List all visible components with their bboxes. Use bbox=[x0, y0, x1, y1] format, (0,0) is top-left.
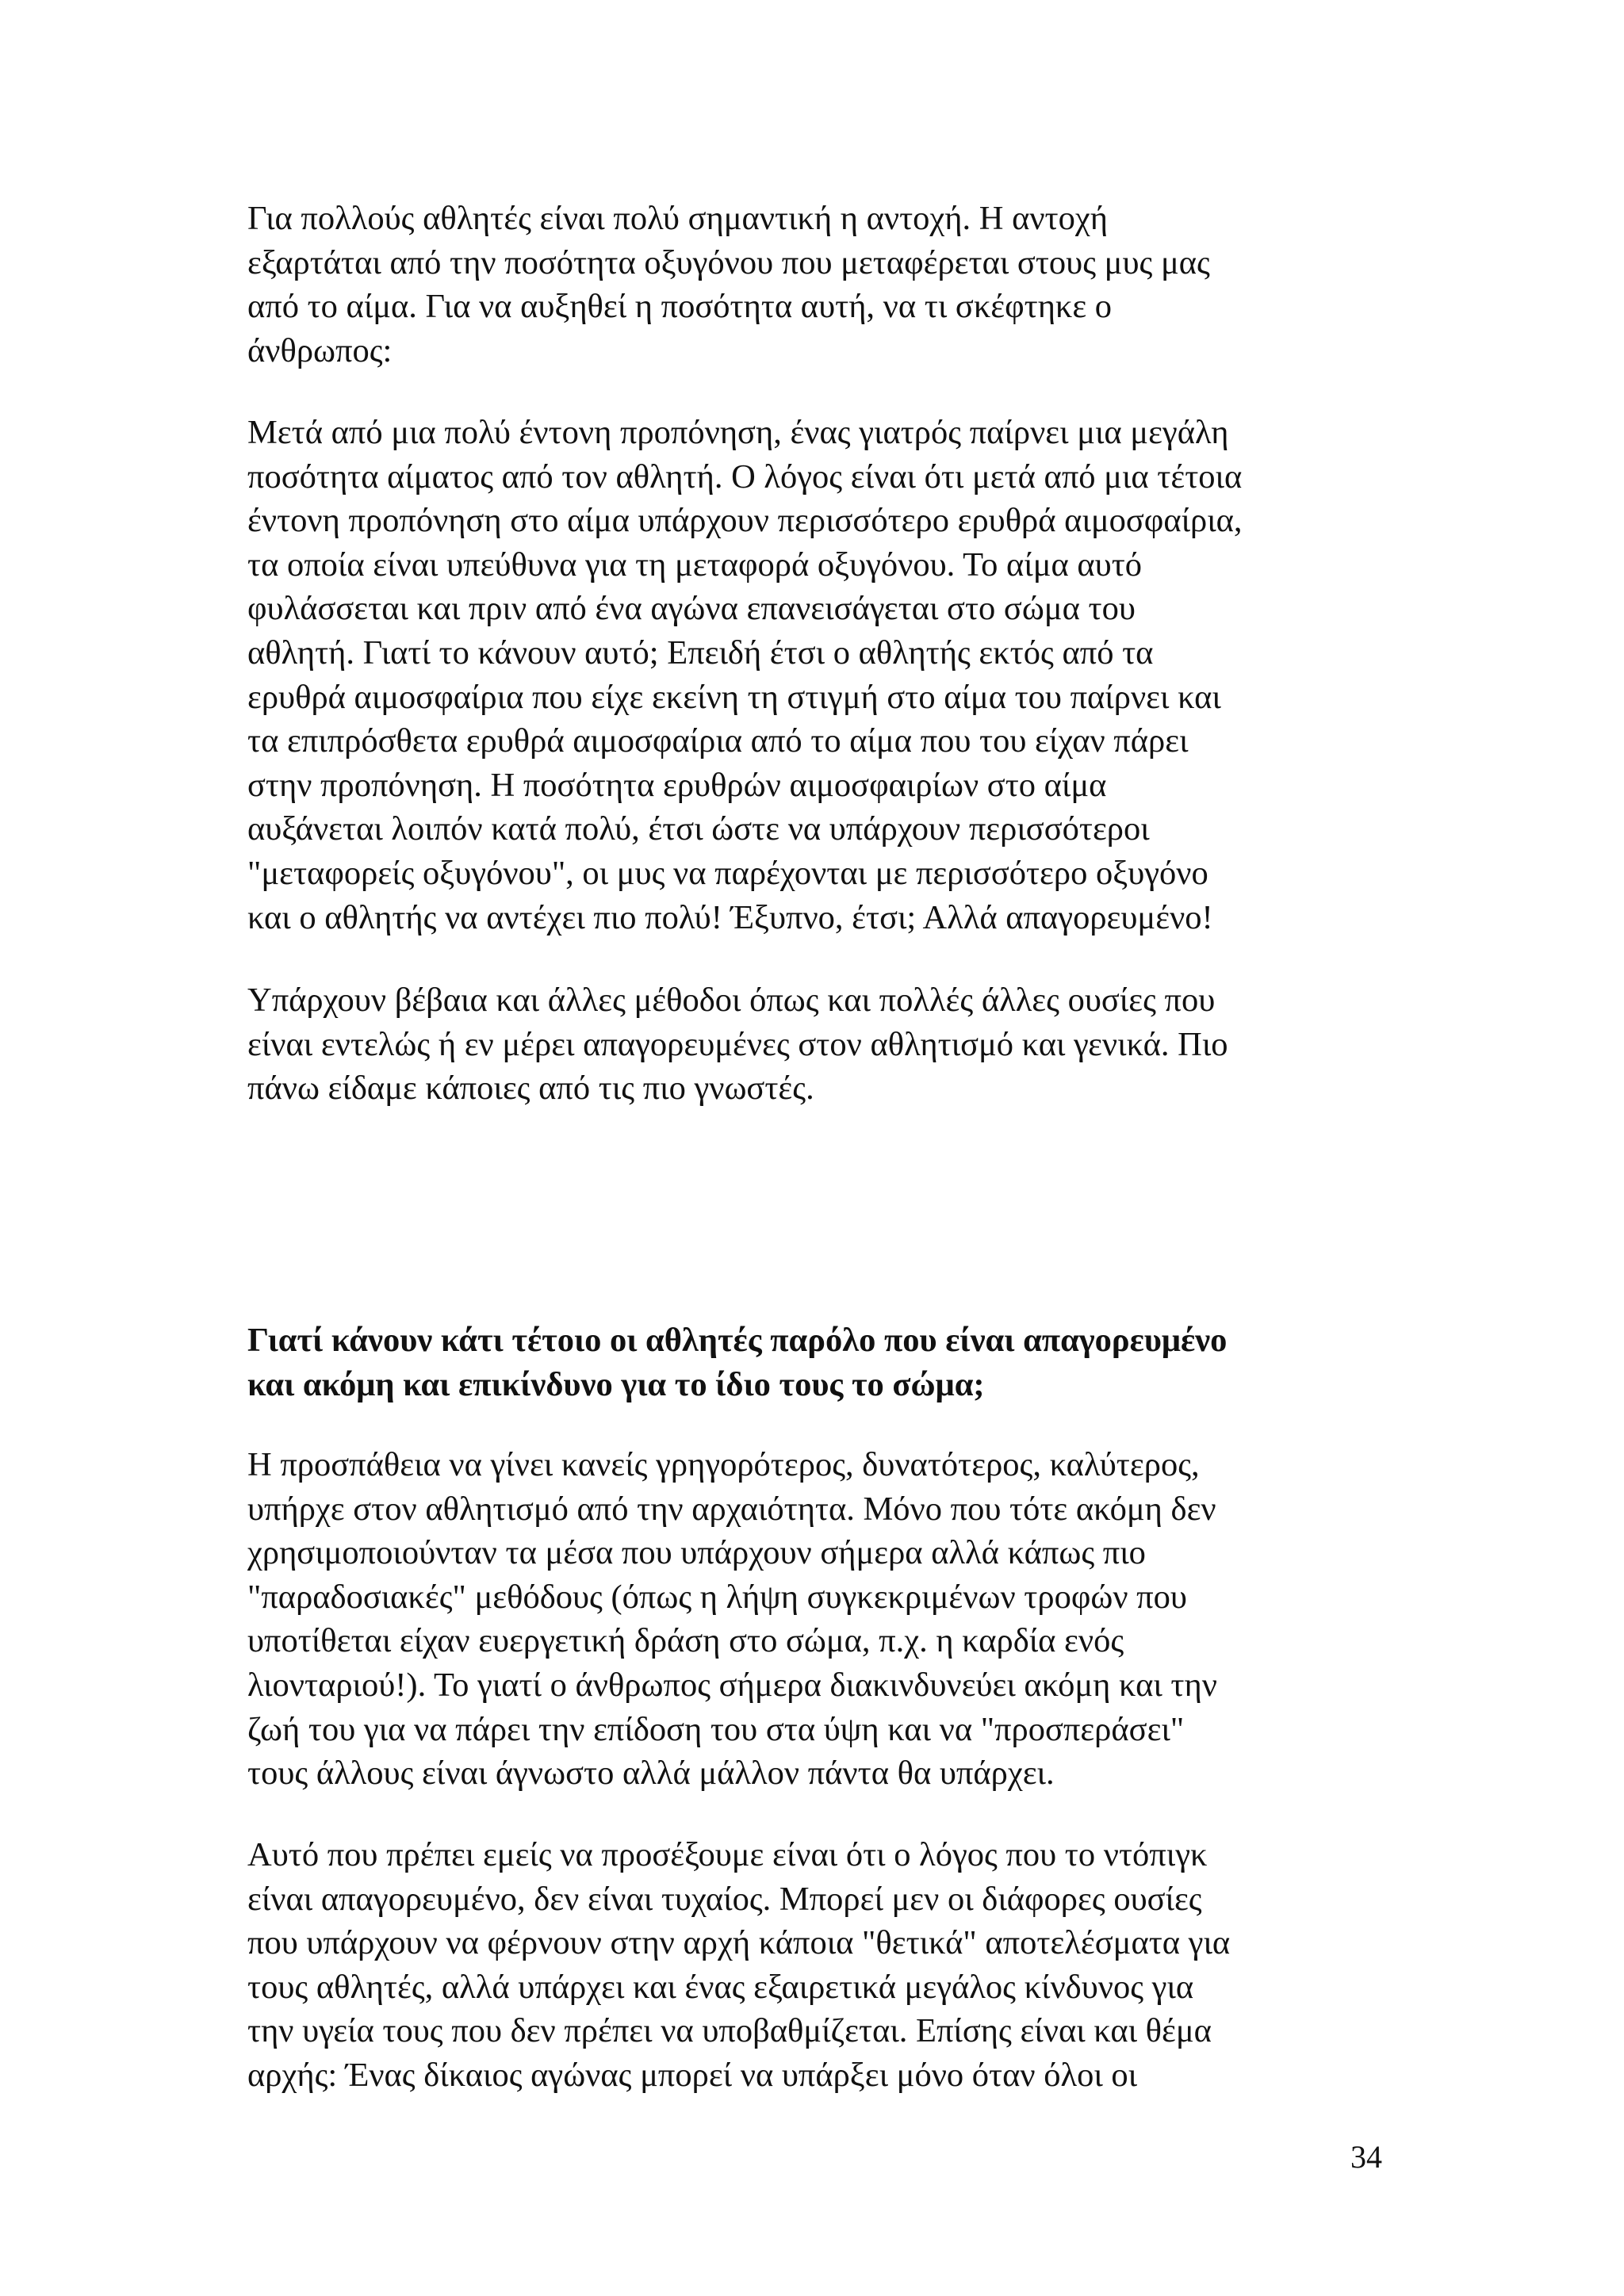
text-line: την υγεία τους που δεν πρέπει να υποβαθμίζεται. Επίσης είναι και θέμα bbox=[247, 2012, 1212, 2050]
text-line: αθλητή. Γιατί το κάνουν αυτό; Επειδή έτσι ο αθλητής εκτός από τα bbox=[247, 633, 1154, 672]
paragraph-other-methods bbox=[247, 978, 1389, 1111]
text-line: αρχής: Ένας δίκαιος αγώνας μπορεί να υπάρξει μόνο όταν όλοι οι bbox=[247, 2056, 1138, 2094]
text-line: Υπάρχουν βέβαια και άλλες μέθοδοι όπως και πολλές άλλες ουσίες που bbox=[247, 982, 1216, 1019]
text-line: τα επιπρόσθετα ερυθρά αιμοσφαίρια από το αίμα που του είχαν πάρει bbox=[247, 722, 1189, 760]
text-line: "παραδοσιακές" μεθόδους (όπως η λήψη συγκεκριμένων τροφών που bbox=[247, 1578, 1187, 1616]
text-line: τους άλλους είναι άγνωστο αλλά μάλλον πάντα θα υπάρχει. bbox=[247, 1755, 1055, 1793]
text-line: Η προσπάθεια να γίνει κανείς γρηγορότερος, δυνατότερος, καλύτερος, bbox=[247, 1446, 1200, 1483]
text-line: τους αθλητές, αλλά υπάρχει και ένας εξαιρετικά μεγάλος κίνδυνος για bbox=[247, 1968, 1194, 2006]
text-line: ερυθρά αιμοσφαίρια που είχε εκείνη τη στιγμή στο αίμα του παίρνει και bbox=[247, 678, 1221, 716]
text-line: Αυτό που πρέπει εμείς να προσέξουμε είναι ότι ο λόγος που το ντόπιγκ bbox=[247, 1836, 1208, 1873]
text-line: είναι εντελώς ή εν μέρει απαγορευμένες στον αθλητισμό και γενικά. Πιο bbox=[247, 1025, 1228, 1063]
text-line: είναι απαγορευμένο, δεν είναι τυχαίος. Μπορεί μεν οι διάφορες ουσίες bbox=[247, 1880, 1202, 1918]
text-line: εξαρτάται από την ποσότητα οξυγόνου που μεταφέρεται στους μυς μας bbox=[247, 243, 1210, 281]
paragraph-blood-doping bbox=[247, 411, 1389, 939]
text-line: άνθρωπος: bbox=[247, 331, 393, 369]
text-line: υπήρχε στον αθλητισμό από την αρχαιότητα. Μόνο που τότε ακόμη δεν bbox=[247, 1490, 1216, 1528]
text-line: λιονταριού!). Το γιατί ο άνθρωπος σήμερα διακινδυνεύει ακόμη και την bbox=[247, 1666, 1217, 1704]
text-line: από το αίμα. Για να αυξηθεί η ποσότητα αυτή, να τι σκέφτηκε ο bbox=[247, 288, 1113, 326]
text-line: έντονη προπόνηση στο αίμα υπάρχουν περισσότερο ερυθρά αιμοσφαίρια, bbox=[247, 502, 1243, 540]
text-line: ποσότητα αίματος από τον αθλητή. Ο λόγος είναι ότι μετά από μια τέτοια bbox=[247, 457, 1243, 496]
text-line: που υπάρχουν να φέρνουν στην αρχή κάποια "θετικά" αποτελέσματα για bbox=[247, 1924, 1231, 1962]
text-line: χρησιμοποιούνταν τα μέσα που υπάρχουν σήμερα αλλά κάπως πιο bbox=[247, 1534, 1146, 1572]
text-line: στην προπόνηση. Η ποσότητα ερυθρών αιμοσφαιρίων στο αίμα bbox=[247, 766, 1107, 804]
text-line: Για πολλούς αθλητές είναι πολύ σημαντική η αντοχή. Η αντοχή bbox=[247, 200, 1108, 237]
text-line: πάνω είδαμε κάποιες από τις πιο γνωστές. bbox=[247, 1070, 814, 1108]
text-line: και ο αθλητής να αντέχει πιο πολύ! Έξυπνο, έτσι; Αλλά απαγορευμένο! bbox=[247, 898, 1213, 936]
paragraph-endurance-intro bbox=[247, 197, 1389, 373]
text-line: υποτίθεται είχαν ευεργετική δράση στο σώμα, π.χ. η καρδία ενός bbox=[247, 1622, 1124, 1660]
text-line: φυλάσσεται και πριν από ένα αγώνα επανεισάγεται στο σώμα του bbox=[247, 590, 1136, 628]
text-line: Μετά από μια πολύ έντονη προπόνηση, ένας γιατρός παίρνει μια μεγάλη bbox=[247, 414, 1229, 451]
heading-line: Γιατί κάνουν κάτι τέτοιο οι αθλητές παρόλο που είναι απαγορευμένο bbox=[247, 1322, 1228, 1359]
page-number: 34 bbox=[1350, 2139, 1382, 2175]
text-line: αυξάνεται λοιπόν κατά πολύ, έτσι ώστε να υπάρχουν περισσότεροι bbox=[247, 810, 1150, 848]
paragraph-doping-reason bbox=[247, 1833, 1389, 2098]
text-line: "μεταφορείς οξυγόνου", οι μυς να παρέχονται με περισσότερο οξυγόνο bbox=[247, 854, 1208, 892]
section-heading bbox=[247, 1318, 1389, 1406]
heading-line: και ακόμη και επικίνδυνο για το ίδιο τους το σώμα; bbox=[247, 1365, 985, 1403]
paragraph-history bbox=[247, 1443, 1389, 1796]
text-line: τα οποία είναι υπεύθυνα για τη μεταφορά οξυγόνου. Το αίμα αυτό bbox=[247, 545, 1143, 584]
text-line: ζωή του για να πάρει την επίδοση του στα ύψη και να "προσπεράσει" bbox=[247, 1710, 1185, 1748]
